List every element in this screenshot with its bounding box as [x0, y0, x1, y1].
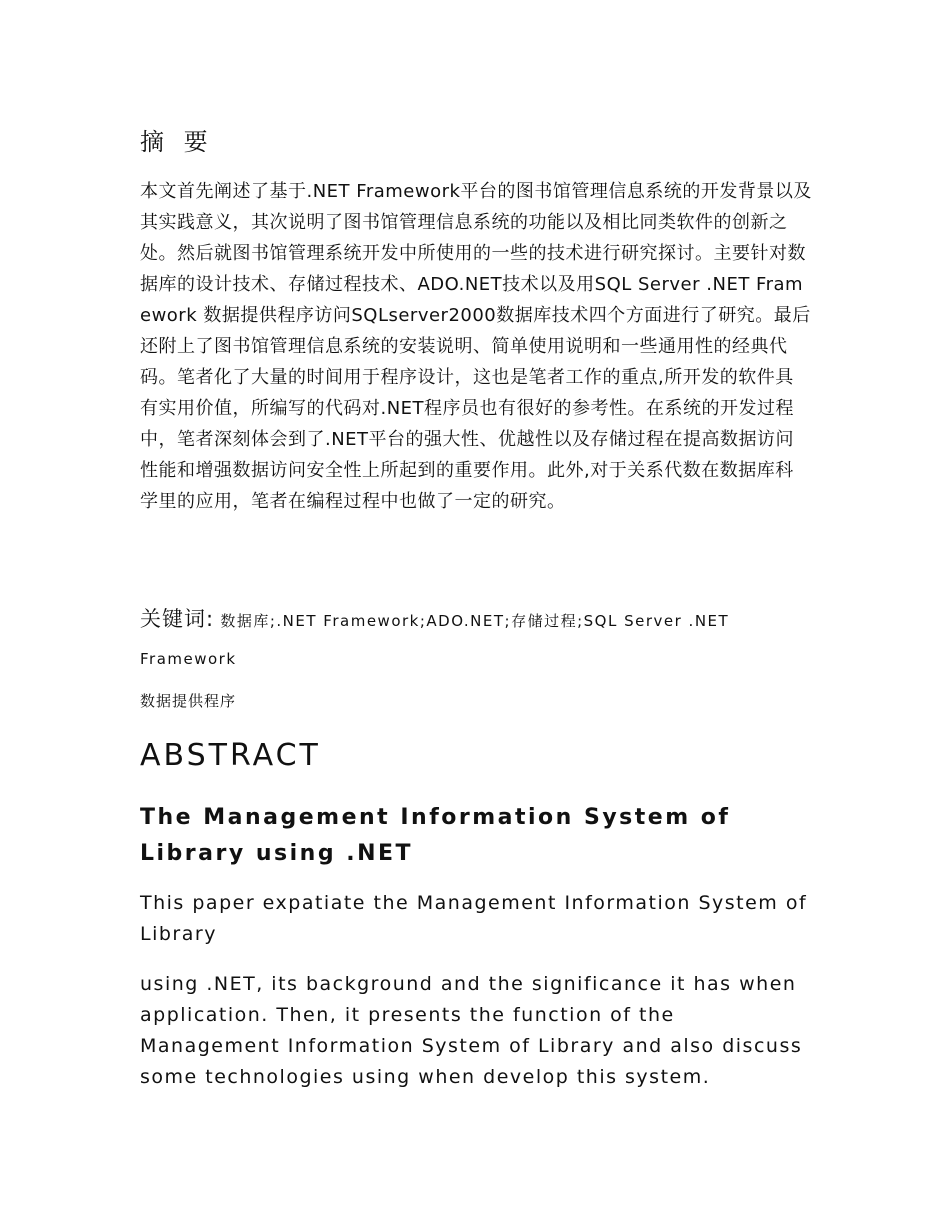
keywords-label: 关键词:	[140, 607, 215, 631]
keywords-line	[140, 600, 812, 678]
keywords-continuation: 数据提供程序	[140, 692, 237, 710]
chinese-abstract-body: 本文首先阐述了基于.NET Framework平台的图书馆管理信息系统的开发背景以及其实践意义，其次说明了图书馆管理信息系统的功能以及相比同类软件的创新之处。然后就图书馆管理系统开发中所使用的一些的技术进行研究探讨。主要针对数据库的设计技术、存储过程技术、ADO.NET技术以及用SQL Server .NET Framework 数据提供程序访问SQLserver2000数据库技术四个方面进行了研究。最后还附上了图书馆管理信息系统的安装说明、简单使用说明和一些通用性的经典代码。笔者化了大量的时间用于程序设计，这也是笔者工作的重点,所开发的软件具有实用价值，所编写的代码对.NET程序员也有很好的参考性。在系统的开发过程中，笔者深刻体会到了.NET平台的强大性、优越性以及存储过程在提高数据访问性能和增强数据访问安全性上所起到的重要作用。此外,对于关系代数在数据库科学里的应用，笔者在编程过程中也做了一定的研究。	[140, 181, 812, 512]
english-abstract-heading: ABSTRACT	[140, 738, 321, 773]
chinese-abstract-heading: 摘 要	[140, 128, 214, 156]
english-paragraph-2: using .NET, its background and the significance it has when application. Then, it presents the function of the Management Information System of Library and also discuss some technologies using when develop this system.	[140, 973, 803, 1088]
keywords-list: 数据库;.NET Framework;ADO.NET;存储过程;SQL Server .NET Framework	[140, 612, 730, 668]
english-paragraph-1: This paper expatiate the Management Information System of Library	[140, 892, 808, 945]
english-title: The Management Information System of Library using .NET	[140, 805, 731, 866]
